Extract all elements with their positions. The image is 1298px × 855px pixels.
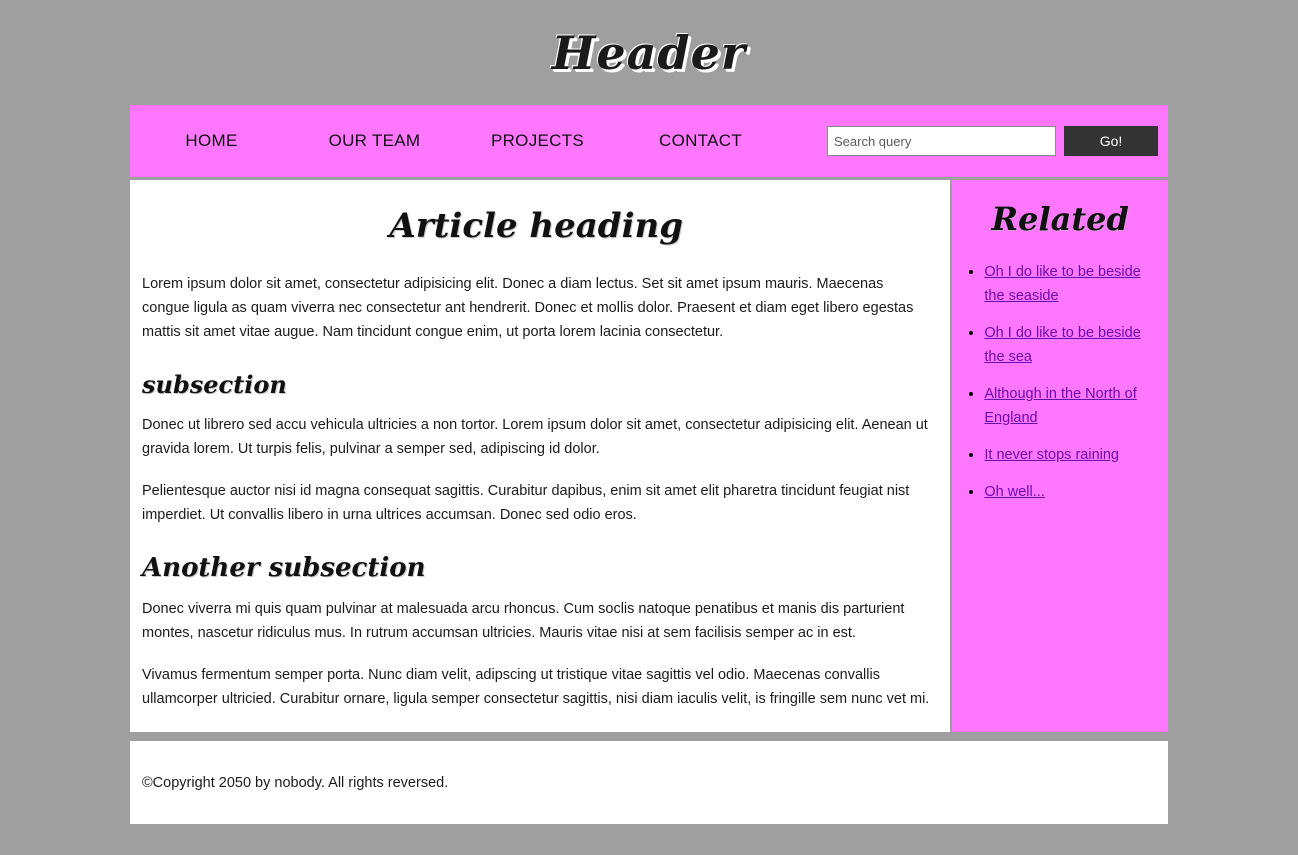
site-header: [130, 0, 1168, 105]
copyright-text: ©Copyright 2050 by nobody. All rights reversed.: [142, 774, 449, 791]
subsection-2-paragraph-1: Donec viverra mi quis quam pulvinar at malesuada arcu rhoncus. Cum soclis natoque penatibus et manis dis parturient montes, nascetur ridiculus mus. In rutrum accumsan ultricies. Mauris vitae nisi at sem facilisis semper ac in est.: [142, 601, 905, 641]
subsection-2-paragraph-2: Vivamus fermentum semper porta. Nunc diam velit, adipscing ut tristique vitae sagittis vel odio. Maecenas convallis ullamcorper ultricied. Curabitur ornare, ligula semper consectetur sagittis, nisi diam iaculis velit, is fringille sem nunc vet mi.: [142, 667, 930, 707]
nav-item-contact[interactable]: [619, 131, 782, 151]
related-link-1[interactable]: Oh I do like to be beside the seaside: [984, 264, 1141, 304]
related-link-3[interactable]: Although in the North of England: [984, 386, 1137, 426]
main-navigation: [130, 105, 1168, 177]
nav-item-projects[interactable]: [456, 131, 619, 151]
subsection-1-paragraph-1: Donec ut librero sed accu vehicula ultricies a non tortor. Lorem ipsum dolor sit amet, consectetur adipisicing elit. Aenean ut gravida lorem. Ut turpis felis, pulvinar a semper sed, adipiscing id dolor.: [142, 417, 928, 457]
site-footer: [130, 741, 1168, 824]
article: [130, 180, 950, 732]
list-item[interactable]: [984, 443, 1158, 467]
site-title: Header: [551, 25, 747, 80]
subsection-2-heading: Another subsection: [142, 553, 426, 583]
search-submit-button[interactable]: Go!: [1064, 126, 1158, 156]
related-sidebar: [952, 180, 1168, 732]
article-heading: Article heading: [389, 206, 683, 246]
list-item[interactable]: [984, 382, 1158, 430]
article-intro-paragraph: Lorem ipsum dolor sit amet, consectetur adipisicing elit. Donec a diam lectus. Set sit amet ipsum mauris. Maecenas congue ligula as quam viverra nec consectetur ant hendrerit. Donec et mollis dolor. Praesent et diam eget libero egestas mattis sit amet vitae augue. Nam tincidunt congue enim, ut porta lorem lacinia consectetur.: [142, 276, 914, 340]
nav-link-list: [130, 131, 827, 151]
sidebar-heading: Related: [991, 200, 1129, 238]
nav-link-our-team[interactable]: OUR TEAM: [328, 131, 421, 150]
page-wrapper: [130, 0, 1168, 824]
related-link-5[interactable]: Oh well...: [984, 484, 1045, 500]
related-link-2[interactable]: Oh I do like to be beside the sea: [984, 325, 1141, 365]
nav-item-home[interactable]: [130, 131, 293, 151]
list-item[interactable]: [984, 480, 1158, 504]
list-item[interactable]: [984, 260, 1158, 308]
subsection-1-paragraph-2: Pelientesque auctor nisi id magna consequat sagittis. Curabitur dapibus, enim sit amet elit pharetra tincidunt feugiat nist imperdiet. Ut convallis libero in urna ultrices accumsan. Donec sed odio eros.: [142, 483, 910, 523]
subsection-1-heading: subsection: [142, 370, 287, 399]
search-input[interactable]: [827, 126, 1056, 156]
list-item[interactable]: [984, 321, 1158, 369]
nav-link-projects[interactable]: PROJECTS: [490, 131, 585, 150]
related-link-4[interactable]: It never stops raining: [984, 447, 1119, 463]
related-link-list: [962, 260, 1158, 504]
content-row: [130, 180, 1168, 732]
nav-link-home[interactable]: HOME: [185, 131, 238, 150]
nav-link-contact[interactable]: CONTACT: [659, 131, 742, 150]
search-form: [827, 126, 1158, 156]
nav-item-our-team[interactable]: [293, 131, 456, 151]
